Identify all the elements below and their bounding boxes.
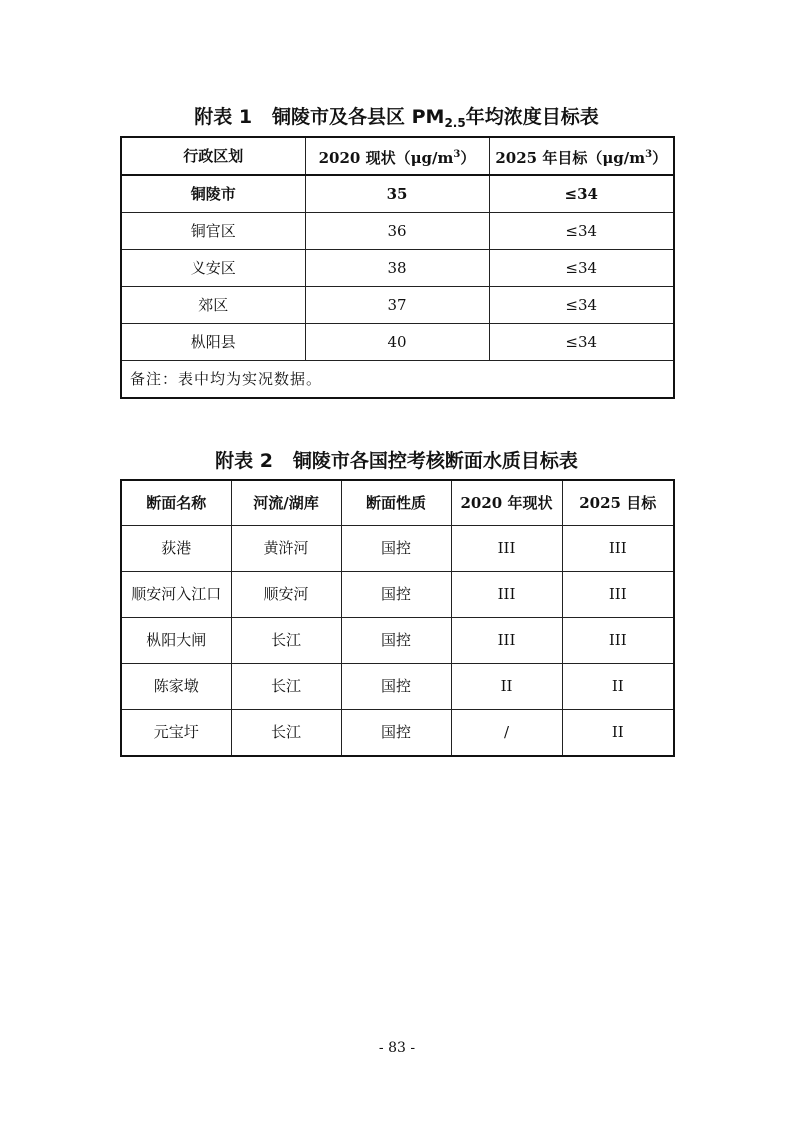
current-cell: 40 bbox=[305, 324, 489, 361]
region-cell: 郊区 bbox=[121, 287, 305, 324]
table-row bbox=[121, 572, 674, 618]
target-cell: III bbox=[562, 572, 674, 618]
region-cell: 义安区 bbox=[121, 250, 305, 287]
table1-caption bbox=[120, 104, 673, 136]
pm25-target-table bbox=[120, 136, 675, 399]
table-row bbox=[121, 250, 674, 287]
header-current-close: ） bbox=[460, 148, 476, 167]
section-type-cell: 国控 bbox=[341, 664, 451, 710]
section-name-cell: 陈家墩 bbox=[121, 664, 231, 710]
target-cell: III bbox=[562, 618, 674, 664]
table2-caption: 附表 2 铜陵市各国控考核断面水质目标表 bbox=[215, 450, 578, 472]
table1-caption-suffix: 年均浓度目标表 bbox=[465, 106, 599, 128]
target-cell: ≤34 bbox=[489, 287, 674, 324]
table-row bbox=[121, 324, 674, 361]
header-current-text: 2020 现状（μg/m bbox=[318, 148, 454, 167]
target-cell: ≤34 bbox=[489, 250, 674, 287]
current-cell: II bbox=[451, 664, 562, 710]
header-target-text: 2025 年目标（μg/m bbox=[495, 148, 646, 167]
section-type-cell: 国控 bbox=[341, 710, 451, 757]
section-name-cell: 枞阳大闸 bbox=[121, 618, 231, 664]
section-type-cell: 国控 bbox=[341, 618, 451, 664]
current-cell: 38 bbox=[305, 250, 489, 287]
section-name-cell: 元宝圩 bbox=[121, 710, 231, 757]
header-region: 行政区划 bbox=[121, 137, 305, 175]
region-cell: 铜陵市 bbox=[121, 175, 305, 213]
section-name-cell: 顺安河入江口 bbox=[121, 572, 231, 618]
target-cell: II bbox=[562, 710, 674, 757]
header-2020-status: 2020 年现状 bbox=[451, 480, 562, 526]
table1-caption-subscript: 2.5 bbox=[444, 116, 466, 130]
table1-header-row bbox=[121, 137, 674, 175]
header-river: 河流/湖库 bbox=[231, 480, 341, 526]
river-cell: 长江 bbox=[231, 618, 341, 664]
section-type-cell: 国控 bbox=[341, 572, 451, 618]
table-row bbox=[121, 175, 674, 213]
table-row bbox=[121, 664, 674, 710]
table1-note: 备注：表中均为实况数据。 bbox=[121, 361, 674, 399]
table1-caption-prefix: 附表 1 bbox=[194, 106, 253, 128]
target-cell: ≤34 bbox=[489, 175, 674, 213]
current-cell: III bbox=[451, 526, 562, 572]
table-row bbox=[121, 287, 674, 324]
current-cell: 37 bbox=[305, 287, 489, 324]
water-quality-target-table bbox=[120, 479, 675, 757]
table-row bbox=[121, 526, 674, 572]
target-cell: II bbox=[562, 664, 674, 710]
table-row bbox=[121, 618, 674, 664]
header-section-name: 断面名称 bbox=[121, 480, 231, 526]
target-cell: ≤34 bbox=[489, 324, 674, 361]
current-cell: 35 bbox=[305, 175, 489, 213]
target-cell: ≤34 bbox=[489, 213, 674, 250]
table-row bbox=[121, 213, 674, 250]
page-number: - 83 - bbox=[378, 1040, 416, 1056]
table2-header-row bbox=[121, 480, 674, 526]
current-cell: 36 bbox=[305, 213, 489, 250]
header-target-sup: 3 bbox=[645, 148, 653, 160]
region-cell: 铜官区 bbox=[121, 213, 305, 250]
river-cell: 顺安河 bbox=[231, 572, 341, 618]
header-target-close: ） bbox=[652, 148, 668, 167]
river-cell: 长江 bbox=[231, 664, 341, 710]
current-cell: / bbox=[451, 710, 562, 757]
section-type-cell: 国控 bbox=[341, 526, 451, 572]
current-cell: III bbox=[451, 618, 562, 664]
river-cell: 长江 bbox=[231, 710, 341, 757]
table1-caption-main: 铜陵市及各县区 PM bbox=[271, 106, 445, 128]
header-target bbox=[489, 137, 674, 175]
header-current-sup: 3 bbox=[453, 148, 461, 160]
table-row bbox=[121, 710, 674, 757]
section-name-cell: 荻港 bbox=[121, 526, 231, 572]
region-cell: 枞阳县 bbox=[121, 324, 305, 361]
river-cell: 黄浒河 bbox=[231, 526, 341, 572]
header-current bbox=[305, 137, 489, 175]
header-section-type: 断面性质 bbox=[341, 480, 451, 526]
table1-note-row bbox=[121, 361, 674, 399]
current-cell: III bbox=[451, 572, 562, 618]
header-2025-target: 2025 目标 bbox=[562, 480, 674, 526]
target-cell: III bbox=[562, 526, 674, 572]
